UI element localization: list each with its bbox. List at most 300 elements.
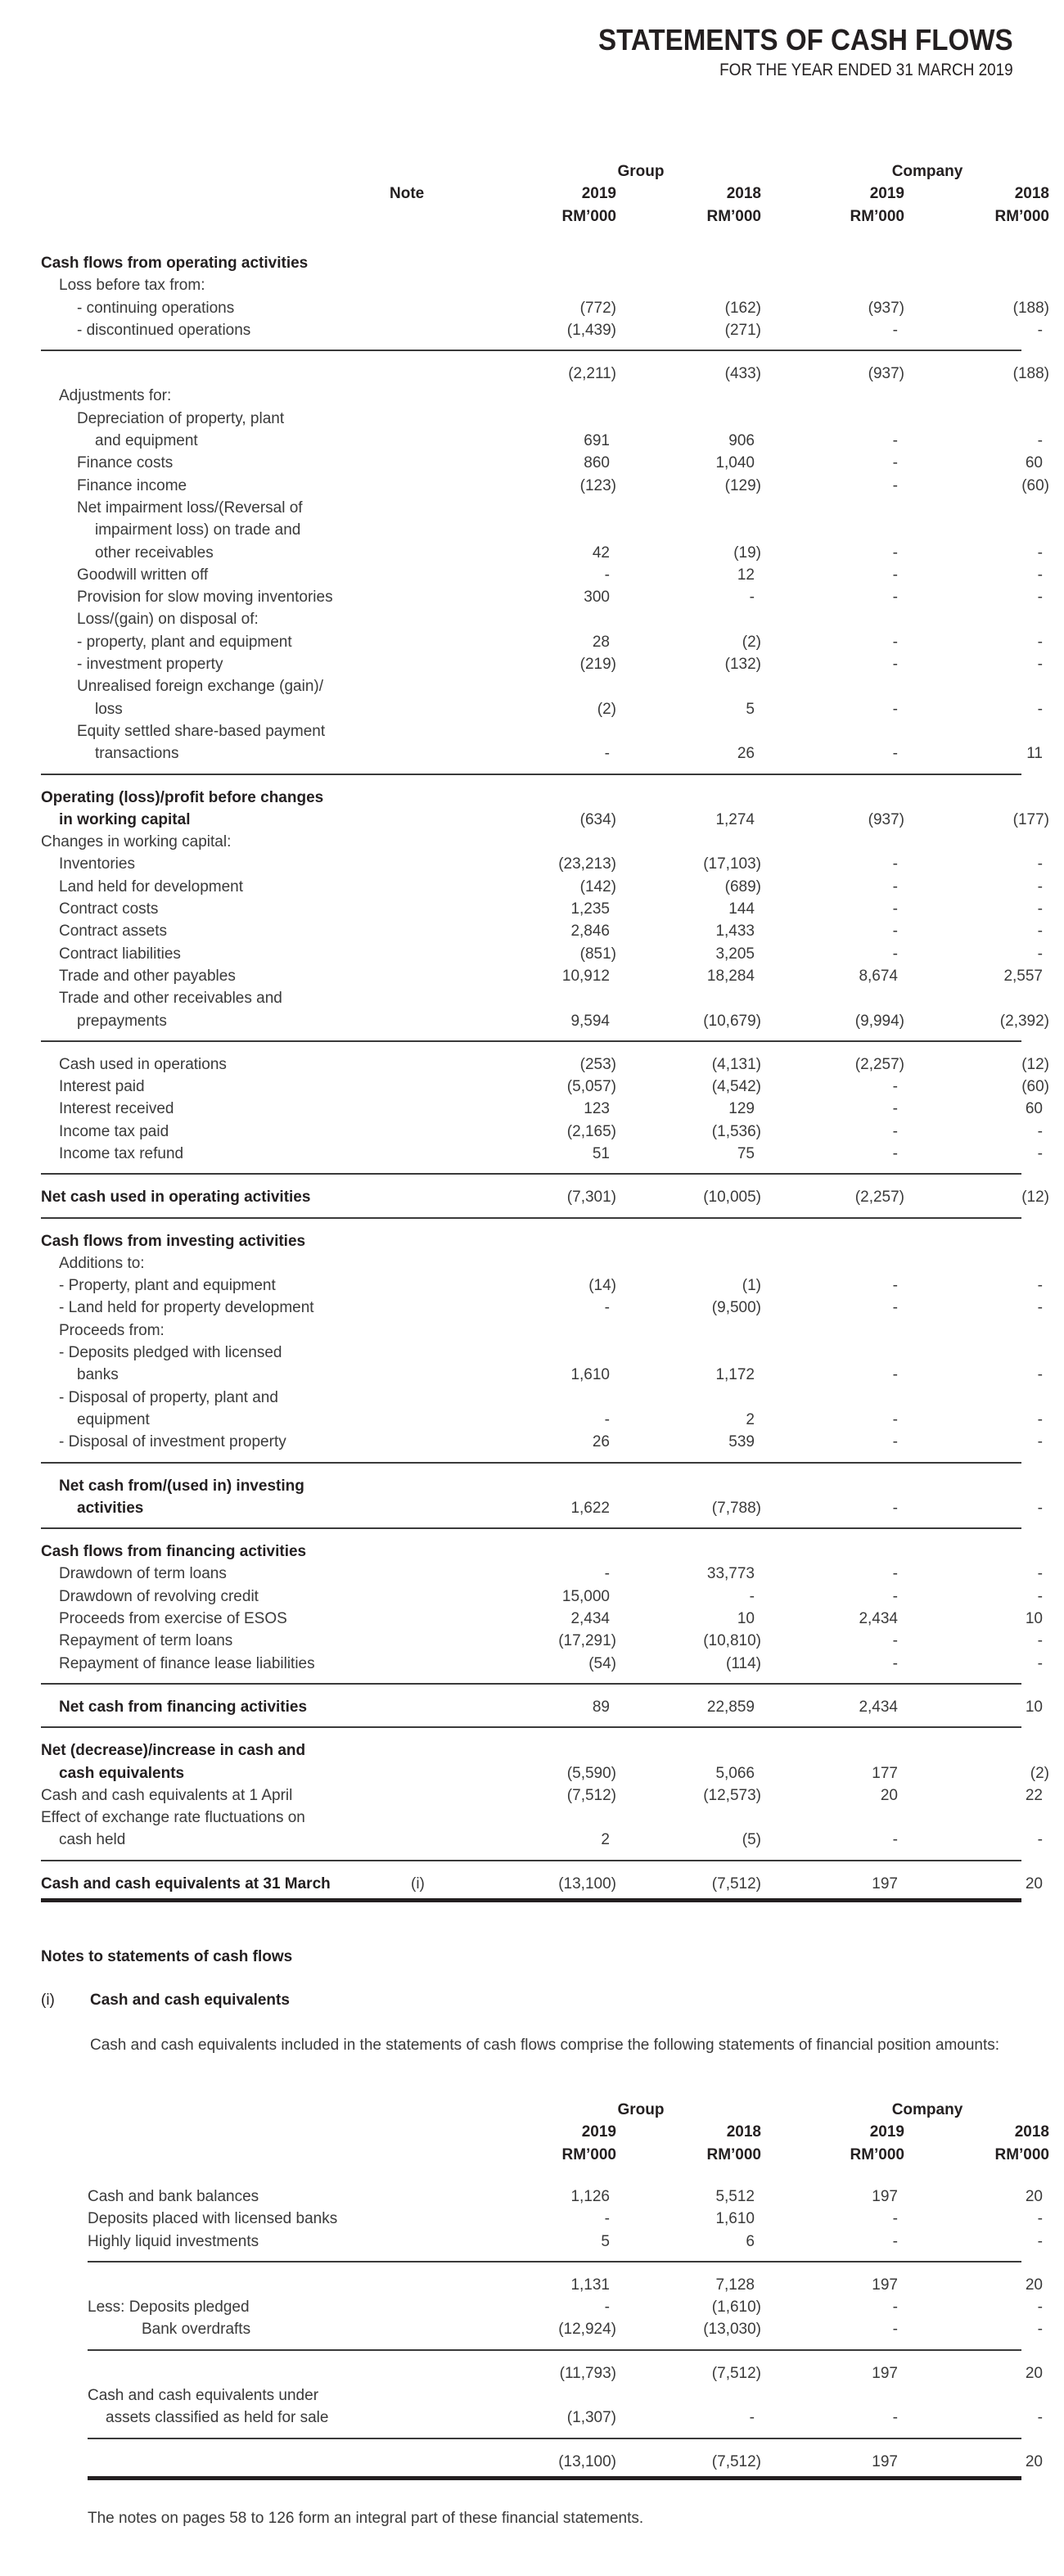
unit-label: RM’000 [706,207,761,225]
row-label: banks [77,1366,119,1384]
cell-company-2019: - [892,1499,898,1517]
divider-row [41,1852,1021,1873]
year-group-2019: 2019 [581,2123,616,2141]
cell-group-2018: (7,512) [711,2364,761,2382]
row-label: impairment loss) on trade and [95,521,301,539]
cell-group-2018: (17,103) [703,855,761,873]
cell-company-2019: - [892,1277,898,1295]
cell-group-2019: (2,211) [568,365,616,383]
table-row [88,2274,1043,2296]
row-label: assets classified as held for sale [106,2409,329,2427]
year-company-2018: 2018 [1014,185,1049,203]
cell-group-2019: 1,131 [570,2276,610,2294]
cell-company-2018: - [1037,544,1043,562]
cell-group-2018: (132) [724,656,761,674]
cell-company-2018: - [1037,656,1043,674]
table-row [41,586,1043,608]
page-title: STATEMENTS OF CASH FLOWS [598,23,1013,56]
divider-line [41,350,1021,351]
cell-company-2019: - [892,656,898,674]
table-row [41,1541,1021,1563]
cell-group-2019: 89 [592,1698,610,1716]
cell-group-2019: (54) [588,1654,616,1672]
divider-line [41,1173,1021,1175]
table-row [41,608,1021,630]
cell-group-2019: (5,590) [566,1764,616,1782]
table-row [41,943,1043,965]
cell-company-2018: - [1037,1299,1043,1317]
cell-company-2018: - [1037,877,1043,896]
cell-group-2018: 129 [728,1100,755,1118]
cell-group-2018: 144 [728,900,755,918]
cell-group-2019: 1,126 [570,2188,610,2205]
cell-company-2018: - [1037,1433,1043,1451]
row-label: Finance costs [77,454,174,472]
cell-group-2019: 1,622 [570,1499,610,1517]
cell-group-2018: (2) [742,633,761,651]
cell-group-2018: 5,512 [715,2188,755,2205]
cell-group-2019: 860 [584,454,610,472]
cell-group-2019: 5 [601,2232,610,2250]
cell-group-2018: 1,433 [715,923,755,941]
page-subtitle: FOR THE YEAR ENDED 31 MARCH 2019 [719,61,1013,79]
cell-company-2018: 10 [1025,1610,1043,1628]
cell-group-2018: 26 [737,745,755,763]
cell-group-2019: 42 [592,544,610,562]
cell-company-2018: - [1037,1122,1043,1140]
row-label: - Land held for property development [59,1299,314,1317]
table-row [41,675,1021,697]
cell-group-2019: (142) [579,877,616,896]
entity-header-row [41,160,1021,183]
notes-column-header [41,2099,1049,2166]
divider-line [41,1683,1021,1685]
table-row [41,1475,1021,1497]
cell-company-2019: - [892,2321,898,2339]
row-label: Net impairment loss/(Reversal of [77,499,303,517]
table-row [41,1739,1021,1762]
cell-group-2018: (7,788) [711,1499,761,1517]
row-label: Net cash from/(used in) investing [59,1477,304,1495]
footer-note: The notes on pages 58 to 126 form an integral part of these financial statements. [88,2510,644,2527]
group-label: Group [617,163,665,180]
divider-row [41,765,1021,787]
table-row [41,274,1021,296]
cell-group-2019: (253) [579,1055,616,1073]
cell-company-2018: - [1037,855,1043,873]
cell-company-2019: 197 [872,2452,898,2470]
cell-group-2019: (23,213) [558,855,616,873]
cell-group-2019: (12,924) [558,2321,616,2339]
divider-row [41,1718,1021,1739]
divider-line [41,774,1021,775]
cell-group-2019: 9,594 [570,1012,610,1030]
cell-company-2018: - [1037,1499,1043,1517]
cell-company-2019: (2,257) [854,1189,904,1207]
row-label: Inventories [59,855,135,873]
table-row [41,1364,1043,1386]
cell-company-2018: 22 [1025,1786,1043,1804]
row-label: Additions to: [59,1254,145,1272]
table-row [41,1076,1049,1098]
company-label: Company [891,163,963,180]
cell-company-2018: 11 [1026,745,1043,763]
divider-line [41,1527,1021,1529]
divider-line [88,2261,1021,2262]
cell-group-2019: - [604,566,610,584]
cell-company-2019: - [892,1632,898,1650]
table-row [88,2231,1043,2253]
table-row [41,1497,1043,1519]
unit-label: RM’000 [994,2145,1049,2163]
year-company-2019: 2019 [869,185,904,203]
row-label: activities [77,1499,144,1517]
cell-company-2018: - [1037,900,1043,918]
cell-company-2019: 197 [872,1874,898,1893]
cell-group-2019: - [604,1410,610,1428]
cell-group-2019: (14) [588,1277,616,1295]
table-row [41,1563,1043,1585]
cell-company-2019: (937) [868,365,904,383]
cell-company-2019: - [892,432,898,450]
cell-group-2018: 2 [746,1410,755,1428]
row-label: Loss/(gain) on disposal of: [77,611,259,629]
table-row [41,1053,1049,1076]
cell-company-2018: (60) [1021,476,1049,494]
cell-company-2018: - [1037,945,1043,963]
cell-group-2018: (13,030) [703,2321,761,2339]
row-label: Contract costs [59,900,159,918]
cell-group-2018: 539 [728,1433,755,1451]
cell-company-2019: - [892,1122,898,1140]
unit-label: RM’000 [850,2145,904,2163]
row-label: Finance income [77,476,187,494]
cell-company-2018: - [1037,633,1043,651]
row-label: Net (decrease)/increase in cash and [41,1742,306,1760]
table-row [88,2362,1043,2384]
table-row [41,831,1021,853]
cell-group-2019: - [604,1299,610,1317]
table-row [41,898,1043,920]
divider-row [41,1032,1021,1053]
group-label: Group [617,2101,665,2118]
row-note-ref: (i) [411,1874,425,1893]
cell-group-2019: 1,235 [570,900,610,918]
table-row [41,1608,1043,1630]
row-label: Proceeds from: [59,1321,165,1339]
divider-line [88,2349,1021,2351]
cell-company-2019: - [892,2409,898,2427]
cell-company-2018: 20 [1025,2452,1043,2470]
unit-label: RM’000 [561,2145,616,2163]
cell-company-2018: (60) [1021,1078,1049,1096]
table-row [88,2318,1043,2340]
table-row [88,2186,1043,2208]
cash-equivalents-note-table [88,2186,1043,2494]
cell-company-2019: - [892,900,898,918]
row-label: Cash and cash equivalents under [88,2387,319,2405]
cell-company-2019: - [892,745,898,763]
cell-group-2019: 300 [584,589,610,607]
divider-row [88,2429,1021,2451]
cell-group-2018: 7,128 [715,2276,755,2294]
table-row [41,853,1043,875]
row-label: Land held for development [59,877,243,896]
table-row [41,1873,1043,1895]
table-row [41,475,1049,497]
cell-company-2018: 10 [1025,1698,1043,1716]
cell-company-2019: 2,434 [859,1698,898,1716]
cell-group-2019: 691 [584,432,610,450]
table-row [41,631,1043,653]
cell-company-2019: - [892,2232,898,2250]
cell-company-2018: - [1037,1144,1043,1162]
cell-group-2018: 75 [737,1144,755,1162]
cell-company-2019: - [892,945,898,963]
divider-row [41,1454,1021,1475]
table-row [41,920,1043,942]
notes-item-heading [41,1992,290,2010]
cell-group-2018: (114) [726,1654,761,1672]
row-label: in working capital [59,810,191,828]
cell-group-2019: 1,610 [570,1366,610,1384]
table-row [41,720,1021,742]
cell-group-2018: (4,131) [711,1055,761,1073]
cell-group-2018: (10,679) [703,1012,761,1030]
cell-company-2018: (188) [1012,299,1049,317]
table-row [41,698,1043,720]
cell-company-2018: - [1037,923,1043,941]
divider-line [41,1462,1021,1464]
row-label: Goodwill written off [77,566,209,584]
table-row [41,1829,1043,1851]
cell-company-2019: - [892,1433,898,1451]
row-label: Provision for slow moving inventories [77,589,333,607]
unit-label: RM’000 [706,2145,761,2163]
cell-company-2018: - [1037,2299,1043,2317]
cell-group-2019: 51 [592,1144,610,1162]
table-row [41,452,1043,474]
table-row [41,519,1021,541]
divider-row [88,2341,1021,2362]
divider-row [41,1675,1021,1696]
cell-company-2019: - [892,1654,898,1672]
row-label: Contract assets [59,923,167,941]
cell-group-2019: 2 [601,1831,610,1849]
double-rule [88,2476,1021,2480]
cell-company-2019: - [892,1100,898,1118]
row-label: Deposits placed with licensed banks [88,2210,338,2228]
cell-company-2019: - [892,2210,898,2228]
cell-company-2019: - [892,1366,898,1384]
table-row [41,564,1043,586]
cell-group-2019: (851) [579,945,616,963]
table-row [41,1387,1021,1409]
cell-company-2018: - [1037,1632,1043,1650]
row-label: Contract liabilities [59,945,181,963]
cell-company-2019: - [892,1831,898,1849]
unit-label: RM’000 [994,207,1049,225]
cell-group-2018: 5,066 [715,1764,755,1782]
row-label: Proceeds from exercise of ESOS [59,1610,287,1628]
cell-company-2019: - [892,544,898,562]
cell-company-2019: - [892,700,898,718]
cell-company-2019: 177 [872,1764,898,1782]
cell-company-2019: (937) [868,810,904,828]
row-label: Loss before tax from: [59,277,205,295]
unit-header-row [41,2144,1049,2166]
cell-group-2018: 18,284 [706,967,755,985]
row-label: - continuing operations [77,299,235,317]
table-row [41,385,1021,407]
divider-line [41,1217,1021,1219]
cell-group-2018: 5 [746,700,755,718]
company-label: Company [891,2101,963,2118]
table-row [41,319,1043,341]
cell-group-2018: (10,005) [703,1189,761,1207]
table-row [41,297,1049,319]
cell-company-2019: - [892,1144,898,1162]
cell-group-2019: (634) [579,810,616,828]
cell-group-2018: 6 [746,2232,755,2250]
cell-group-2018: (9,500) [711,1299,761,1317]
table-row [41,809,1049,831]
divider-row [41,1209,1021,1230]
cell-group-2019: (11,793) [559,2364,616,2382]
table-row [41,1431,1043,1453]
row-label: Income tax refund [59,1144,184,1162]
row-label: equipment [77,1410,150,1428]
cell-company-2019: 197 [872,2276,898,2294]
cell-group-2018: - [749,1587,755,1605]
cell-group-2019: - [604,745,610,763]
cell-company-2019: - [892,633,898,651]
row-label: - Disposal of investment property [59,1433,286,1451]
table-row [41,497,1021,519]
cell-company-2018: - [1037,2210,1043,2228]
row-label: Unrealised foreign exchange (gain)/ [77,678,324,696]
year-header-row [41,183,1049,205]
cell-group-2019: (2,165) [566,1122,616,1140]
row-label: Cash flows from investing activities [41,1232,306,1250]
row-label: Cash used in operations [59,1055,227,1073]
table-row [41,787,1021,809]
row-label: prepayments [77,1012,167,1030]
row-label: and equipment [95,432,198,450]
row-label: loss [95,700,123,718]
cell-group-2019: (7,301) [566,1189,616,1207]
row-label: Repayment of term loans [59,1632,233,1650]
cell-company-2019: - [892,589,898,607]
cell-company-2019: - [892,1587,898,1605]
statement-column-header [41,160,1049,228]
row-label: Bank overdrafts [142,2321,251,2339]
row-label: Interest received [59,1100,174,1118]
cell-group-2018: (12,573) [703,1786,761,1804]
cell-company-2018: - [1037,1366,1043,1384]
cell-group-2018: (271) [724,321,761,339]
cell-company-2018: (2,392) [999,1012,1049,1030]
row-label: - Deposits pledged with licensed [59,1344,282,1362]
year-group-2019: 2019 [581,185,616,203]
table-row [41,363,1049,385]
cell-group-2018: 1,274 [715,810,755,828]
row-label: - Disposal of property, plant and [59,1388,278,1406]
cell-company-2018: (177) [1012,810,1049,828]
cell-group-2019: (1,439) [566,321,616,339]
table-row [41,1297,1043,1319]
year-company-2019: 2019 [869,2123,904,2141]
row-label: Less: Deposits pledged [88,2299,250,2317]
table-row [41,1320,1021,1342]
cell-company-2019: - [892,454,898,472]
row-label: Equity settled share-based payment [77,722,326,740]
unit-header-row [41,205,1049,228]
divider-row [88,2253,1021,2274]
table-row [41,542,1043,564]
table-row [41,252,1021,274]
cell-company-2019: - [892,321,898,339]
cell-group-2018: (7,512) [711,2452,761,2470]
cell-group-2019: (13,100) [558,2452,616,2470]
year-group-2018: 2018 [726,185,761,203]
cell-company-2018: (12) [1021,1055,1049,1073]
cell-group-2019: 15,000 [561,1587,610,1605]
cell-company-2018: - [1037,1587,1043,1605]
row-label: Operating (loss)/profit before changes [41,788,324,806]
cell-company-2019: 2,434 [859,1610,898,1628]
divider-row [41,1519,1021,1541]
cell-group-2018: 12 [737,566,755,584]
cell-group-2018: (162) [724,299,761,317]
unit-label: RM’000 [561,207,616,225]
cell-company-2018: - [1037,700,1043,718]
cell-group-2018: - [749,589,755,607]
table-row [41,1586,1043,1608]
cell-company-2018: (188) [1012,365,1049,383]
cell-company-2018: - [1037,1277,1043,1295]
cell-group-2019: 123 [584,1100,610,1118]
table-row [41,653,1043,675]
notes-title: Notes to statements of cash flows [41,1948,293,1965]
notes-item-title: Cash and cash equivalents [90,1992,290,2009]
row-label: Interest paid [59,1078,145,1096]
row-label: Cash and bank balances [88,2188,259,2205]
table-row [41,1143,1043,1165]
row-label: - investment property [77,656,223,674]
cell-company-2018: - [1037,321,1043,339]
table-row [41,1630,1043,1652]
cell-company-2019: - [892,1565,898,1583]
cell-company-2018: - [1037,1831,1043,1849]
row-label: transactions [95,745,179,763]
table-row [41,1653,1043,1675]
cell-company-2019: - [892,1299,898,1317]
row-label: Depreciation of property, plant [77,409,285,427]
notes-item-number: (i) [41,1992,55,2009]
cell-company-2018: 20 [1025,2364,1043,2382]
divider-row [41,1165,1021,1186]
row-label: cash held [59,1831,126,1849]
cell-group-2018: 1,610 [715,2210,755,2228]
row-label: - discontinued operations [77,321,251,339]
row-label: Adjustments for: [59,387,172,405]
row-label: Drawdown of revolving credit [59,1587,259,1605]
divider-line [41,1040,1021,1042]
cell-group-2018: (5) [742,1831,761,1849]
cell-group-2019: (13,100) [558,1874,616,1893]
cell-company-2018: 20 [1025,1874,1043,1893]
